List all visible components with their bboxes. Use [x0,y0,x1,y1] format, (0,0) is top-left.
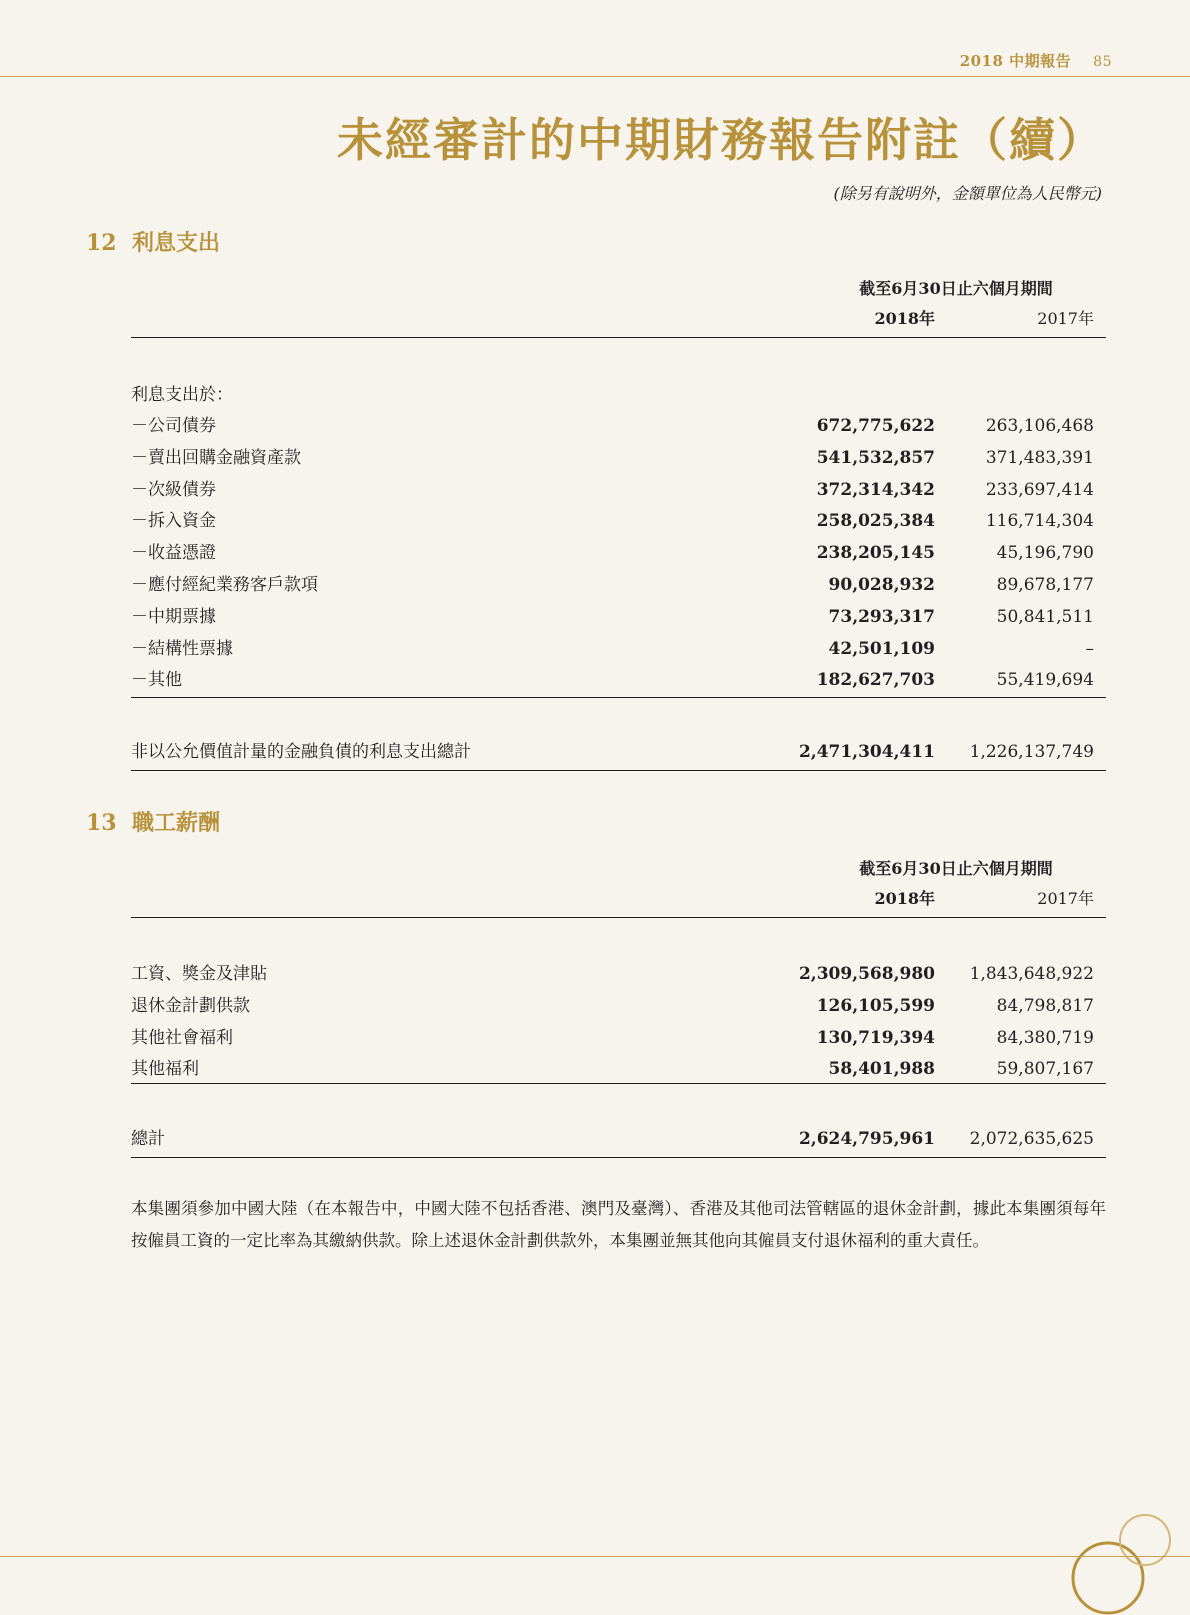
value-2017: 233,697,414 [985,479,1094,500]
subtotal-rule [131,697,1106,698]
table-row [131,538,1106,568]
total-label: 總計 [131,1129,165,1149]
subtotal-rule [131,1083,1106,1084]
table-row [131,443,1106,473]
value-2018: 130,719,394 [816,1027,935,1048]
table-row [131,570,1106,600]
header-rule [131,917,1106,918]
value-2018: 182,627,703 [816,670,935,691]
row-label: 其他社會福利 [131,1027,233,1048]
running-header [960,50,1112,71]
value-2018: 372,314,342 [816,479,935,500]
table-row [131,411,1106,441]
value-2018: 58,401,988 [828,1059,935,1080]
value-2018: 73,293,317 [828,606,935,627]
row-label: 退休金計劃供款 [131,995,250,1016]
row-label: 利息支出於： [131,385,233,405]
value-2018: 90,028,932 [828,575,935,595]
table-row [131,959,1106,989]
value-2018: 258,025,384 [816,511,935,532]
page-title: 未經審計的中期財務報告附註（續） [337,113,1105,167]
value-2017: 1,843,648,922 [969,964,1094,984]
value-2018: 672,775,622 [816,416,935,436]
year-2018-header: 2018年 [874,309,935,328]
table-row [131,602,1106,632]
value-2017: 371,483,391 [985,447,1094,468]
retirement-note: 本集團須參加中國大陸（在本報告中，中國大陸不包括香港、澳門及臺灣）、香港及其他司法管轄區的退休金計劃，據此本集團須每年按僱員工資的一定比率為其繳納供款。除上述退休金計劃供款外，本集團並無其他向其僱員支付退休福利的重大責任。 [131,1199,1106,1250]
decorative-rings-icon [1065,1500,1185,1615]
total-rule [131,770,1106,771]
section-title: 職工薪酬 [132,810,221,836]
page-number: 85 [1093,54,1112,70]
section-13-heading [86,806,220,837]
value-2017: 89,678,177 [996,575,1094,595]
report-title: 2018 中期報告 [959,52,1072,70]
value-2017: 84,798,817 [996,995,1094,1016]
period-label: 截至6月30日止六個月期間 [859,279,1053,298]
total-2018: 2,471,304,411 [798,742,935,762]
total-2018: 2,624,795,961 [798,1129,935,1149]
total-2017: 2,072,635,625 [969,1129,1094,1149]
row-label: －公司債券 [131,416,216,436]
total-label: 非以公允價值計量的金融負債的利息支出總計 [131,742,471,762]
value-2017: 84,380,719 [996,1027,1094,1048]
year-2017-header: 2017年 [1037,309,1094,328]
row-label: －拆入資金 [131,511,216,532]
section-number: 13 [86,810,117,836]
table-row [131,1054,1106,1084]
intro-row [131,380,1106,410]
value-2018: 541,532,857 [816,447,935,468]
header-rule [0,76,1190,77]
row-label: －收益憑證 [131,543,216,564]
table-row [131,665,1106,695]
row-label: －中期票據 [131,606,216,627]
value-2018: 126,105,599 [816,995,935,1016]
value-2017: 59,807,167 [996,1059,1094,1080]
table-row [131,1023,1106,1053]
value-2017: 50,841,511 [996,606,1094,627]
total-2017: 1,226,137,749 [969,742,1094,762]
value-2017: 45,196,790 [996,543,1094,564]
section-12-heading [86,226,220,257]
currency-note: (除另有說明外，金額單位為人民幣元) [833,184,1102,203]
total-row [131,737,1106,767]
value-2018: 2,309,568,980 [798,964,935,984]
value-2017: – [1085,638,1094,659]
row-label: 工資、獎金及津貼 [131,964,267,984]
row-label: －賣出回購金融資產款 [131,447,301,468]
table-row [131,506,1106,536]
row-label: －次級債券 [131,479,216,500]
period-label: 截至6月30日止六個月期間 [859,859,1053,878]
footer-rule [0,1556,1190,1557]
year-2017-header: 2017年 [1037,889,1094,908]
header-rule [131,337,1106,338]
total-row [131,1124,1106,1154]
table-row [131,634,1106,664]
table-row [131,475,1106,505]
value-2018: 238,205,145 [816,543,935,564]
year-2018-header: 2018年 [874,889,935,908]
value-2017: 116,714,304 [985,511,1094,532]
value-2017: 263,106,468 [985,416,1094,436]
row-label: －應付經紀業務客戶款項 [131,575,318,595]
value-2018: 42,501,109 [828,638,935,659]
total-rule [131,1157,1106,1158]
row-label: 其他福利 [131,1059,199,1080]
table-row [131,991,1106,1021]
row-label: －其他 [131,670,182,691]
value-2017: 55,419,694 [996,670,1094,691]
section-title: 利息支出 [132,230,221,256]
section-number: 12 [86,230,117,256]
row-label: －結構性票據 [131,638,233,659]
